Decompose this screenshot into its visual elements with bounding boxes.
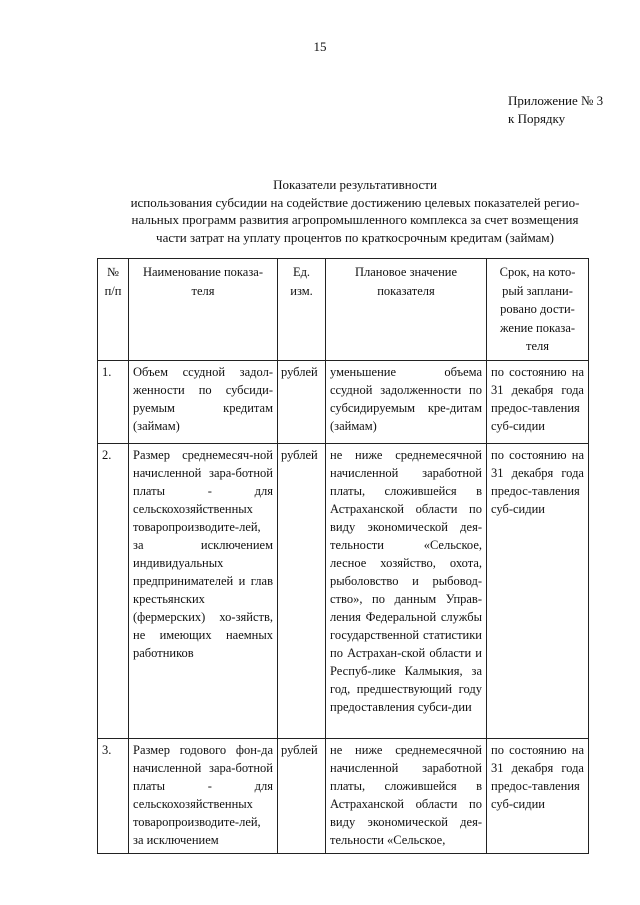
title-line-1: Показатели результативности bbox=[273, 177, 437, 192]
title-line-4: части затрат на уплату процентов по краткосрочным кредитам (займам) bbox=[156, 229, 554, 245]
title-line-3: нальных программ развития агропромышленного комплекса за счет возмещения bbox=[131, 212, 579, 227]
row-term: по состоянию на 31 декабря года предос-тавления суб-сидии bbox=[487, 443, 589, 738]
page-number: 15 bbox=[313, 39, 327, 54]
row-unit: рублей bbox=[278, 360, 326, 443]
indicators-table bbox=[97, 258, 589, 854]
row-name: Размер среднемесяч-ной начисленной зара-ботной платы - для сельскохозяйственных товаропроизводите-лей, за исключением индивидуальных предпринимателей и глав крестьянских (фермерских) хо-зяйств, не имеющих наемных работников bbox=[129, 443, 278, 738]
row-name: Размер годового фон-да начисленной зара-ботной платы - для сельскохозяйственных товаропроизводите-лей, за исключением bbox=[129, 738, 278, 853]
row-term: по состоянию на 31 декабря года предос-тавления суб-сидии bbox=[487, 738, 589, 853]
table-row bbox=[98, 443, 589, 738]
header-plan: Плановое значение показателя bbox=[326, 259, 487, 361]
row-unit: рублей bbox=[278, 443, 326, 738]
header-unit: Ед. изм. bbox=[278, 259, 326, 361]
appendix-reference bbox=[508, 92, 628, 128]
row-num: 3. bbox=[98, 738, 129, 853]
row-plan: не ниже среднемесячной начисленной заработной платы, сложившейся в Астраханской области по виду экономической дея-тельности «Сельское, bbox=[326, 738, 487, 853]
appendix-order: к Порядку bbox=[508, 111, 566, 126]
table-row bbox=[98, 738, 589, 853]
row-num: 1. bbox=[98, 360, 129, 443]
row-term: по состоянию на 31 декабря года предос-тавления суб-сидии bbox=[487, 360, 589, 443]
table-header-row bbox=[98, 259, 589, 361]
appendix-number: Приложение № 3 bbox=[508, 93, 604, 108]
row-num: 2. bbox=[98, 443, 129, 738]
table-row bbox=[98, 360, 589, 443]
row-plan: уменьшение объема ссудной задолженности по субсидируемым кре-дитам (займам) bbox=[326, 360, 487, 443]
row-name: Объем ссудной задол-женности по субсиди-руемым кредитам (займам) bbox=[129, 360, 278, 443]
row-plan: не ниже среднемесячной начисленной заработной платы, сложившейся в Астраханской области по виду экономической дея-тельности «Сельское, лесное хозяйство, охота, рыболовство и рыбовод-ство», по данным Управ-ления Федеральной службы государственной статистики по Астрахан-ской области и Респуб-лике Калмыкия, за год, предшествующий году предоставления субси-дии bbox=[326, 443, 487, 738]
header-name: Наименование показа-теля bbox=[129, 259, 278, 361]
title-line-2: использования субсидии на содействие достижению целевых показателей регио- bbox=[130, 194, 580, 210]
row-unit: рублей bbox=[278, 738, 326, 853]
header-term: Срок, на кото-рый заплани-ровано дости-жение показа-теля bbox=[487, 259, 589, 361]
document-title bbox=[100, 176, 610, 246]
header-num: № п/п bbox=[98, 259, 129, 361]
